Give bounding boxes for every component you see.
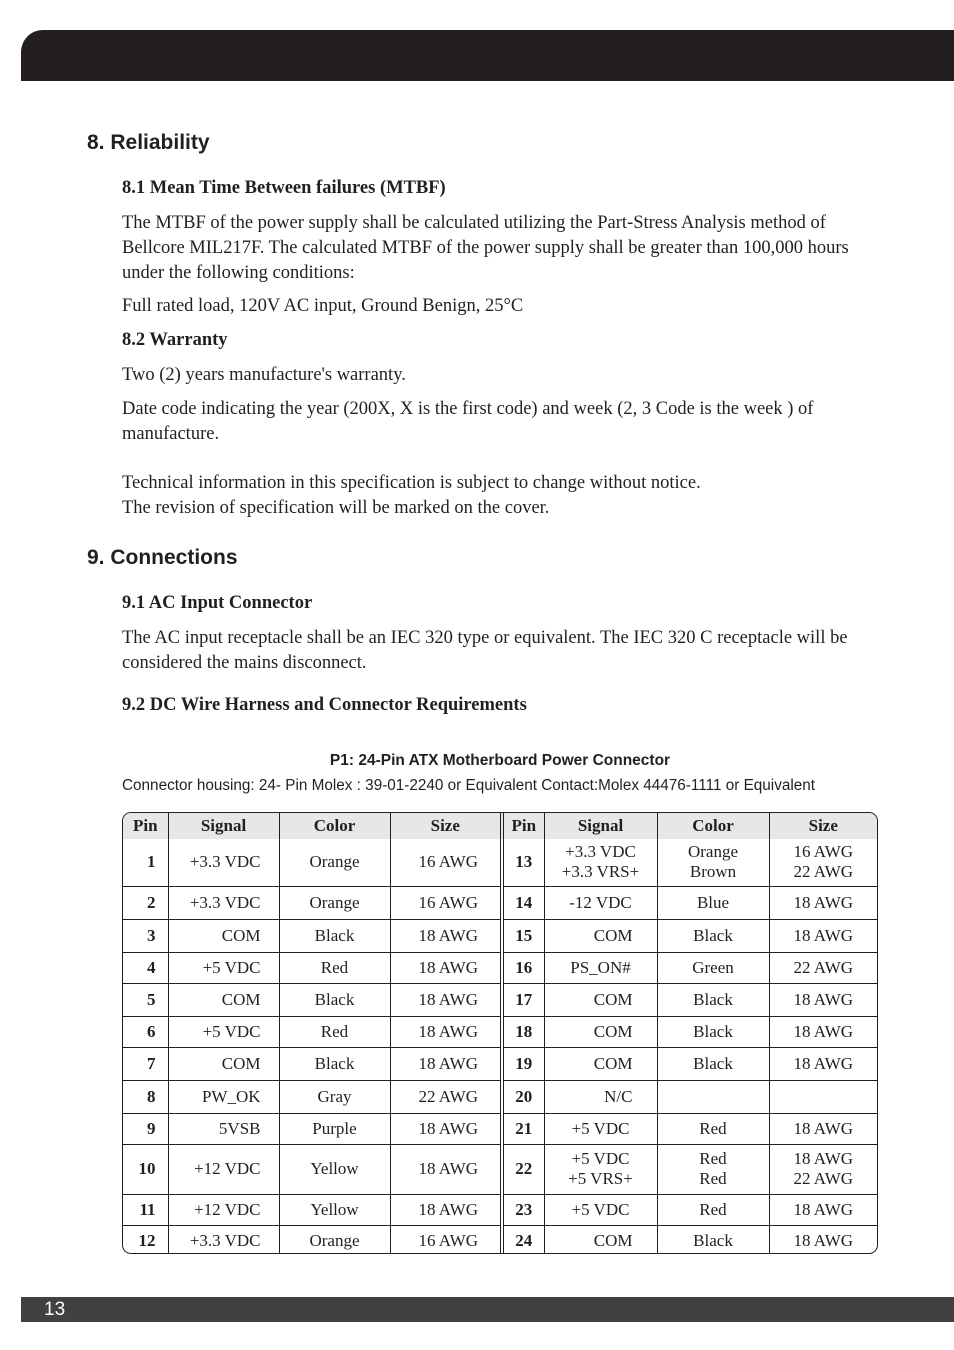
cell-line: 16 AWG [418, 852, 478, 872]
cell-line: N/C [604, 1086, 633, 1106]
cell-line: 5VSB [218, 1118, 261, 1138]
signal-cell [168, 886, 279, 919]
signal-cell [168, 1047, 279, 1080]
cell-line: 18 AWG [418, 1199, 478, 1219]
pin-cell [123, 886, 168, 919]
cell-line: 16 AWG [418, 1230, 478, 1250]
cell-line: 17 [515, 989, 533, 1009]
cell-line: 18 AWG [793, 989, 854, 1009]
cell-line: 18 AWG [793, 1053, 854, 1073]
size-cell [390, 839, 502, 886]
cell-line: 11 [139, 1199, 156, 1219]
size-cell [769, 886, 877, 919]
cell-line: 1 [147, 852, 156, 872]
pin-cell [123, 919, 168, 952]
color-cell [279, 1144, 390, 1194]
size-cell [769, 983, 877, 1016]
cell-line: 21 [515, 1118, 533, 1138]
cell-line: Blue [696, 892, 730, 912]
signal-cell [168, 983, 279, 1016]
cell-line: 10 [138, 1159, 156, 1178]
warranty-paragraph: Two (2) years manufacture's warranty. [122, 365, 406, 385]
cell-line: 7 [147, 1053, 156, 1073]
size-cell [769, 1016, 877, 1047]
color-cell [279, 1016, 390, 1047]
color-cell [657, 1047, 769, 1080]
table-row [123, 839, 877, 886]
signal-cell [168, 1194, 279, 1225]
size-cell [769, 839, 877, 886]
section-8-1-title: 8.1 Mean Time Between failures (MTBF) [122, 178, 446, 198]
header-color: Color [657, 813, 769, 839]
cell-line: Black [314, 1053, 355, 1073]
table-title: P1: 24-Pin ATX Motherboard Power Connector [329, 752, 671, 769]
signal-cell [168, 839, 279, 886]
cell-line: Purple [312, 1118, 357, 1138]
cell-line: COM [221, 989, 261, 1009]
color-cell [279, 919, 390, 952]
cell-line: +5 VDC [202, 957, 261, 977]
pin-cell [502, 1080, 544, 1113]
mtbf-paragraph: The MTBF of the power supply shall be calculated utilizing the Part-Stress Analysis method of Bellcore MIL217F. The calculated MTBF of the power supply shall be greater than 100,000 hours under the following conditions: [122, 213, 849, 283]
cell-line: 18 AWG [418, 1118, 478, 1138]
cell-line: 18 [515, 1021, 533, 1041]
color-cell [657, 1113, 769, 1144]
cell-line: 8 [147, 1086, 156, 1106]
cell-line: COM [593, 925, 633, 945]
cell-line: 18 AWG [418, 1021, 478, 1041]
cell-line: 14 [515, 892, 533, 912]
pin-cell [123, 1144, 168, 1194]
signal-cell [544, 1113, 657, 1144]
cell-line: COM [221, 925, 261, 945]
pin-cell [123, 1225, 168, 1254]
color-cell [657, 1225, 769, 1254]
cell-line: Red [699, 1199, 727, 1219]
cell-line: 22 AWG [793, 957, 854, 977]
color-cell [657, 1016, 769, 1047]
pin-cell [502, 1047, 544, 1080]
cell-line: 18 AWG [793, 1021, 854, 1041]
cell-line: Black [693, 1021, 733, 1041]
color-cell [279, 839, 390, 886]
color-cell [657, 1144, 769, 1194]
cell-line: COM [593, 989, 633, 1009]
pin-cell [502, 1225, 544, 1254]
table-row [123, 1047, 877, 1080]
size-cell [769, 1194, 877, 1225]
cell-line: 18 AWG [793, 925, 854, 945]
cell-line: Black [314, 925, 355, 945]
ac-input-paragraph: The AC input receptacle shall be an IEC 320 type or equivalent. The IEC 320 C receptacle will be considered the mains disconnect. [122, 628, 848, 673]
color-cell [279, 1047, 390, 1080]
cell-line: 20 [515, 1086, 533, 1106]
cell-line: +3.3 VRS+ [561, 862, 640, 882]
color-cell [657, 983, 769, 1016]
signal-cell [168, 1113, 279, 1144]
header-pin: Pin [502, 813, 544, 839]
cell-line: 3 [147, 925, 156, 945]
table-row [123, 1113, 877, 1144]
signal-cell [168, 919, 279, 952]
size-cell [769, 1113, 877, 1144]
revision-notice: The revision of specification will be marked on the cover. [122, 498, 550, 518]
pin-cell [123, 1113, 168, 1144]
size-cell [769, 1047, 877, 1080]
cell-line: +12 VDC [194, 1199, 261, 1219]
signal-cell [168, 1016, 279, 1047]
pin-cell [123, 1080, 168, 1113]
section-9-1-title: 9.1 AC Input Connector [122, 593, 313, 613]
signal-cell [168, 952, 279, 983]
size-cell [390, 1080, 502, 1113]
cell-line: 18 AWG [418, 957, 478, 977]
cell-line: 18 AWG [793, 1230, 854, 1250]
cell-line: +5 VDC [571, 1118, 630, 1138]
pin-cell [123, 1194, 168, 1225]
table-row [123, 1144, 877, 1194]
color-cell [657, 1194, 769, 1225]
signal-cell [168, 1080, 279, 1113]
size-cell [769, 1225, 877, 1254]
cell-line: 24 [515, 1230, 533, 1250]
cell-line: 18 AWG [793, 1118, 854, 1138]
table-row [123, 1225, 877, 1254]
cell-line: 23 [515, 1199, 533, 1219]
cell-line: 19 [515, 1053, 533, 1073]
cell-line: +3.3 VDC [189, 852, 261, 872]
header-pin: Pin [123, 813, 168, 839]
cell-line: Red [699, 1169, 727, 1188]
cell-line: -12 VDC [569, 892, 632, 912]
table-row [123, 1194, 877, 1225]
color-cell [657, 952, 769, 983]
size-cell [390, 1047, 502, 1080]
pin-cell [123, 1016, 168, 1047]
cell-line: Black [314, 989, 355, 1009]
pin-cell [502, 1144, 544, 1194]
cell-line: +3.3 VDC [565, 842, 636, 862]
pin-cell [123, 952, 168, 983]
signal-cell [168, 1144, 279, 1194]
cell-line: +5 VRS+ [568, 1169, 633, 1188]
color-cell [279, 886, 390, 919]
pin-cell [502, 1016, 544, 1047]
section-9-title: 9. Connections [87, 546, 238, 569]
pin-cell [502, 952, 544, 983]
cell-line: Red [320, 1021, 349, 1041]
cell-line: 2 [147, 892, 156, 912]
size-cell [390, 1225, 502, 1254]
size-cell [769, 1080, 877, 1113]
pin-table [122, 812, 878, 1254]
pin-cell [502, 919, 544, 952]
size-cell [769, 919, 877, 952]
cell-line: Red [699, 1149, 727, 1168]
cell-line: +3.3 VDC [189, 1230, 261, 1250]
cell-line: 16 AWG [793, 842, 854, 862]
header-signal: Signal [168, 813, 279, 839]
signal-cell [544, 1080, 657, 1113]
signal-cell [544, 886, 657, 919]
cell-line: 18 AWG [418, 1053, 478, 1073]
cell-line: 18 AWG [418, 925, 478, 945]
cell-line: 22 AWG [418, 1086, 478, 1106]
cell-line: 4 [147, 957, 156, 977]
color-cell [657, 886, 769, 919]
cell-line: 16 AWG [418, 892, 478, 912]
color-cell [279, 1194, 390, 1225]
table-row [123, 886, 877, 919]
cell-line: PS_ON# [570, 957, 631, 977]
cell-line: +5 VDC [571, 1199, 630, 1219]
footer-bar [21, 1297, 954, 1322]
size-cell [390, 983, 502, 1016]
cell-line: 22 AWG [793, 862, 854, 882]
cell-line: 5 [147, 989, 156, 1009]
size-cell [390, 952, 502, 983]
cell-line: +5 VDC [571, 1149, 630, 1168]
size-cell [769, 952, 877, 983]
section-9-2-title: 9.2 DC Wire Harness and Connector Requirements [122, 695, 527, 715]
cell-line: 22 [515, 1159, 533, 1178]
color-cell [279, 952, 390, 983]
table-row [123, 1080, 877, 1113]
date-code-paragraph: Date code indicating the year (200X, X is the first code) and week (2, 3 Code is the week ) of manufacture. [122, 399, 814, 444]
section-8-title: 8. Reliability [87, 131, 210, 154]
size-cell [390, 886, 502, 919]
signal-cell [544, 919, 657, 952]
cell-line: Black [693, 925, 733, 945]
header-size: Size [390, 813, 502, 839]
table-subtitle: Connector housing: 24- Pin Molex : 39-01-2240 or Equivalent Contact:Molex 44476-1111 or Equivalent [122, 777, 816, 794]
cell-line: 18 AWG [418, 1159, 478, 1178]
signal-cell [168, 1225, 279, 1254]
color-cell [657, 919, 769, 952]
size-cell [390, 919, 502, 952]
cell-line: Orange [687, 842, 739, 862]
pin-cell [502, 886, 544, 919]
signal-cell [544, 1047, 657, 1080]
cell-line: Black [693, 1230, 733, 1250]
header-color: Color [279, 813, 390, 839]
cell-line: Yellow [310, 1159, 359, 1178]
signal-cell [544, 983, 657, 1016]
page-number: 13 [44, 1299, 66, 1320]
color-cell [279, 1225, 390, 1254]
cell-line: 18 AWG [418, 989, 478, 1009]
color-cell [279, 983, 390, 1016]
cell-line: 15 [515, 925, 533, 945]
table-header-row [123, 813, 877, 839]
cell-line: Yellow [310, 1199, 359, 1219]
color-cell [657, 1080, 769, 1113]
pin-cell [502, 1113, 544, 1144]
mtbf-conditions: Full rated load, 120V AC input, Ground Benign, 25°C [122, 296, 524, 316]
cell-line: Red [320, 957, 349, 977]
pin-cell [123, 839, 168, 886]
cell-line: PW_OK [201, 1086, 261, 1106]
signal-cell [544, 1194, 657, 1225]
cell-line: Orange [309, 1230, 360, 1250]
pin-cell [502, 983, 544, 1016]
cell-line: 12 [138, 1230, 156, 1250]
pin-cell [123, 983, 168, 1016]
pin-cell [502, 1194, 544, 1225]
cell-line: Black [693, 1053, 733, 1073]
cell-line: +3.3 VDC [189, 892, 261, 912]
header-signal: Signal [544, 813, 657, 839]
header-bar [21, 30, 954, 81]
cell-line: Gray [317, 1086, 352, 1106]
size-cell [390, 1194, 502, 1225]
cell-line: COM [593, 1021, 633, 1041]
table-row [123, 983, 877, 1016]
size-cell [390, 1113, 502, 1144]
cell-line: Red [699, 1118, 727, 1138]
cell-line: 18 AWG [793, 1149, 854, 1168]
pin-cell [502, 839, 544, 886]
color-cell [657, 839, 769, 886]
color-cell [279, 1080, 390, 1113]
signal-cell [544, 952, 657, 983]
change-notice: Technical information in this specification is subject to change without notice. [122, 473, 701, 493]
cell-line: COM [593, 1053, 633, 1073]
cell-line: +12 VDC [194, 1159, 261, 1178]
cell-line: Orange [309, 852, 360, 872]
size-cell [390, 1016, 502, 1047]
cell-line: COM [593, 1230, 633, 1250]
signal-cell [544, 1144, 657, 1194]
cell-line: Brown [689, 862, 737, 882]
signal-cell [544, 1016, 657, 1047]
cell-line: 22 AWG [793, 1169, 854, 1188]
table-row [123, 1016, 877, 1047]
cell-line: Orange [309, 892, 360, 912]
cell-line: 18 AWG [793, 892, 854, 912]
color-cell [279, 1113, 390, 1144]
header-size: Size [769, 813, 877, 839]
size-cell [769, 1144, 877, 1194]
section-8-2-title: 8.2 Warranty [122, 330, 228, 350]
table-row [123, 952, 877, 983]
signal-cell [544, 1225, 657, 1254]
cell-line: Green [692, 957, 734, 977]
cell-line: +5 VDC [202, 1021, 261, 1041]
cell-line: 18 AWG [793, 1199, 854, 1219]
pin-cell [123, 1047, 168, 1080]
signal-cell [544, 839, 657, 886]
cell-line: 6 [147, 1021, 156, 1041]
cell-line: 9 [147, 1118, 156, 1138]
cell-line: Black [693, 989, 733, 1009]
cell-line: 16 [515, 957, 533, 977]
cell-line: COM [221, 1053, 261, 1073]
table-row [123, 919, 877, 952]
size-cell [390, 1144, 502, 1194]
cell-line: 13 [515, 852, 533, 872]
